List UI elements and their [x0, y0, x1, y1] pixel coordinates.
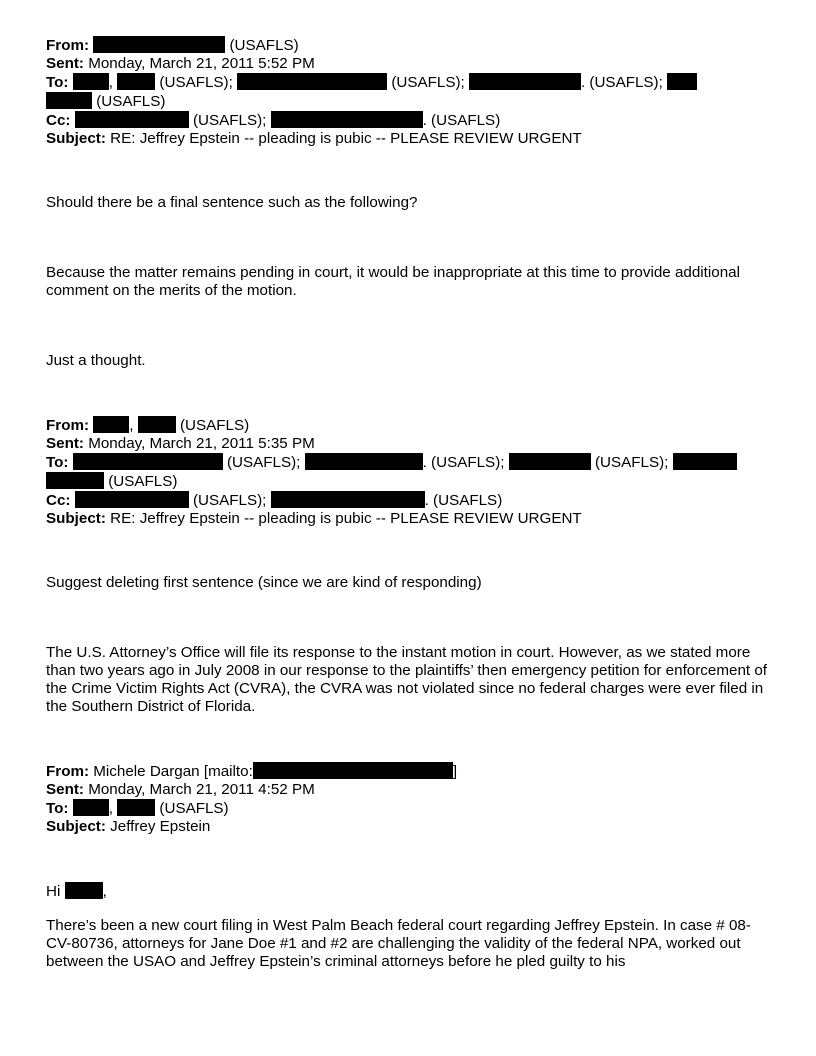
from-label: From:: [46, 763, 90, 780]
to-label: To:: [46, 454, 69, 471]
to-suffix: (USAFLS): [108, 473, 178, 490]
redaction-block: [271, 111, 423, 128]
from-comma: ,: [129, 417, 134, 434]
subject-line: [46, 818, 776, 836]
to-line: [46, 453, 776, 472]
from-line: [46, 416, 776, 435]
redaction-block: [73, 453, 223, 470]
redaction-block: [271, 491, 425, 508]
to-suffix: (USAFLS);: [391, 74, 465, 91]
to-suffix: . (USAFLS);: [580, 74, 663, 91]
cc-suffix: (USAFLS);: [192, 112, 267, 129]
sent-line: [46, 55, 776, 73]
redaction-block: [46, 92, 92, 109]
to-line-continued: [46, 472, 776, 491]
sent-label: Sent:: [46, 435, 84, 452]
body-paragraph: There’s been a new court filing in West Palm Beach federal court regarding Jeffrey Epstein. In case # 08-CV-80736, attorneys for Jane Doe #1 and #2 are challenging the validity of the federal NPA, worked out between the USAO and Jeffrey Epstein’s criminal attorneys before he pled guilty to his: [46, 917, 751, 970]
body-paragraph: Should there be a final sentence such as the following?: [46, 194, 418, 211]
body-paragraph: The U.S. Attorney’s Office will file its response to the instant motion in court. However, as we stated more than two years ago in July 2008 in our response to the plaintiffs’ then emergency petition for enforcement of the Crime Victim Rights Act (CVRA), the CVRA was not violated since no federal charges were ever filed in the Southern District of Florida.: [46, 644, 767, 715]
to-line: [46, 799, 776, 818]
redaction-block: [237, 73, 387, 90]
email-document: [46, 36, 776, 971]
to-line-continued: [46, 92, 776, 111]
redaction-block: [75, 111, 189, 128]
redaction-block: [253, 762, 453, 779]
to-label: To:: [46, 74, 69, 91]
cc-suffix: (USAFLS);: [192, 492, 267, 509]
to-suffix: . (USAFLS);: [422, 454, 505, 471]
redaction-block: [73, 799, 109, 816]
to-suffix: (USAFLS);: [226, 454, 301, 471]
to-suffix: (USAFLS): [159, 800, 229, 817]
from-label: From:: [46, 417, 90, 434]
to-comma: ,: [108, 74, 113, 91]
body-paragraph: Suggest deleting first sentence (since we are kind of responding): [46, 574, 482, 591]
cc-line: [46, 111, 776, 130]
subject-label: Subject:: [46, 130, 106, 147]
cc-label: Cc:: [46, 492, 71, 509]
subject-text: RE: Jeffrey Epstein -- pleading is pubic -- PLEASE REVIEW URGENT: [110, 130, 582, 147]
to-comma: ,: [108, 800, 113, 817]
from-label: From:: [46, 37, 90, 54]
from-line: [46, 762, 776, 781]
subject-text: Jeffrey Epstein: [110, 818, 211, 835]
cc-line: [46, 491, 776, 510]
sent-date: Monday, March 21, 2011 5:35 PM: [88, 435, 315, 452]
redaction-block: [138, 416, 176, 433]
redaction-block: [93, 416, 129, 433]
redaction-block: [673, 453, 737, 470]
from-name: Michele Dargan [mailto:: [93, 763, 253, 780]
redaction-block: [46, 472, 104, 489]
cc-suffix: . (USAFLS): [422, 112, 501, 129]
greeting-text: Hi: [46, 883, 61, 900]
redaction-block: [117, 799, 155, 816]
subject-text: RE: Jeffrey Epstein -- pleading is pubic -- PLEASE REVIEW URGENT: [110, 510, 582, 527]
body-paragraph: Because the matter remains pending in court, it would be inappropriate at this time to provide additional comment on the merits of the motion.: [46, 264, 740, 299]
greeting-line: [46, 882, 776, 901]
subject-line: [46, 130, 776, 148]
redaction-block: [305, 453, 423, 470]
cc-label: Cc:: [46, 112, 71, 129]
to-line: [46, 73, 776, 92]
sent-date: Monday, March 21, 2011 4:52 PM: [88, 781, 315, 798]
to-suffix: (USAFLS);: [594, 454, 669, 471]
subject-label: Subject:: [46, 510, 106, 527]
from-line: [46, 36, 776, 55]
sent-label: Sent:: [46, 55, 84, 72]
redaction-block: [65, 882, 103, 899]
sent-label: Sent:: [46, 781, 84, 798]
to-label: To:: [46, 800, 69, 817]
cc-suffix: . (USAFLS): [424, 492, 503, 509]
redaction-block: [469, 73, 581, 90]
redaction-block: [117, 73, 155, 90]
body-paragraph: Just a thought.: [46, 352, 146, 369]
redaction-block: [509, 453, 591, 470]
to-suffix: (USAFLS);: [159, 74, 233, 91]
email-header-2: [46, 416, 776, 528]
email-header-3: [46, 762, 776, 836]
sent-date: Monday, March 21, 2011 5:52 PM: [88, 55, 315, 72]
redaction-block: [73, 73, 109, 90]
redaction-block: [93, 36, 225, 53]
from-suffix: (USAFLS): [229, 37, 299, 54]
sent-line: [46, 781, 776, 799]
to-suffix: (USAFLS): [96, 93, 166, 110]
redaction-block: [667, 73, 697, 90]
from-suffix: (USAFLS): [179, 417, 250, 434]
email-header-1: [46, 36, 776, 148]
sent-line: [46, 435, 776, 453]
from-close-bracket: ]: [452, 763, 458, 780]
redaction-block: [75, 491, 189, 508]
subject-label: Subject:: [46, 818, 106, 835]
subject-line: [46, 510, 776, 528]
greeting-comma: ,: [102, 883, 107, 900]
